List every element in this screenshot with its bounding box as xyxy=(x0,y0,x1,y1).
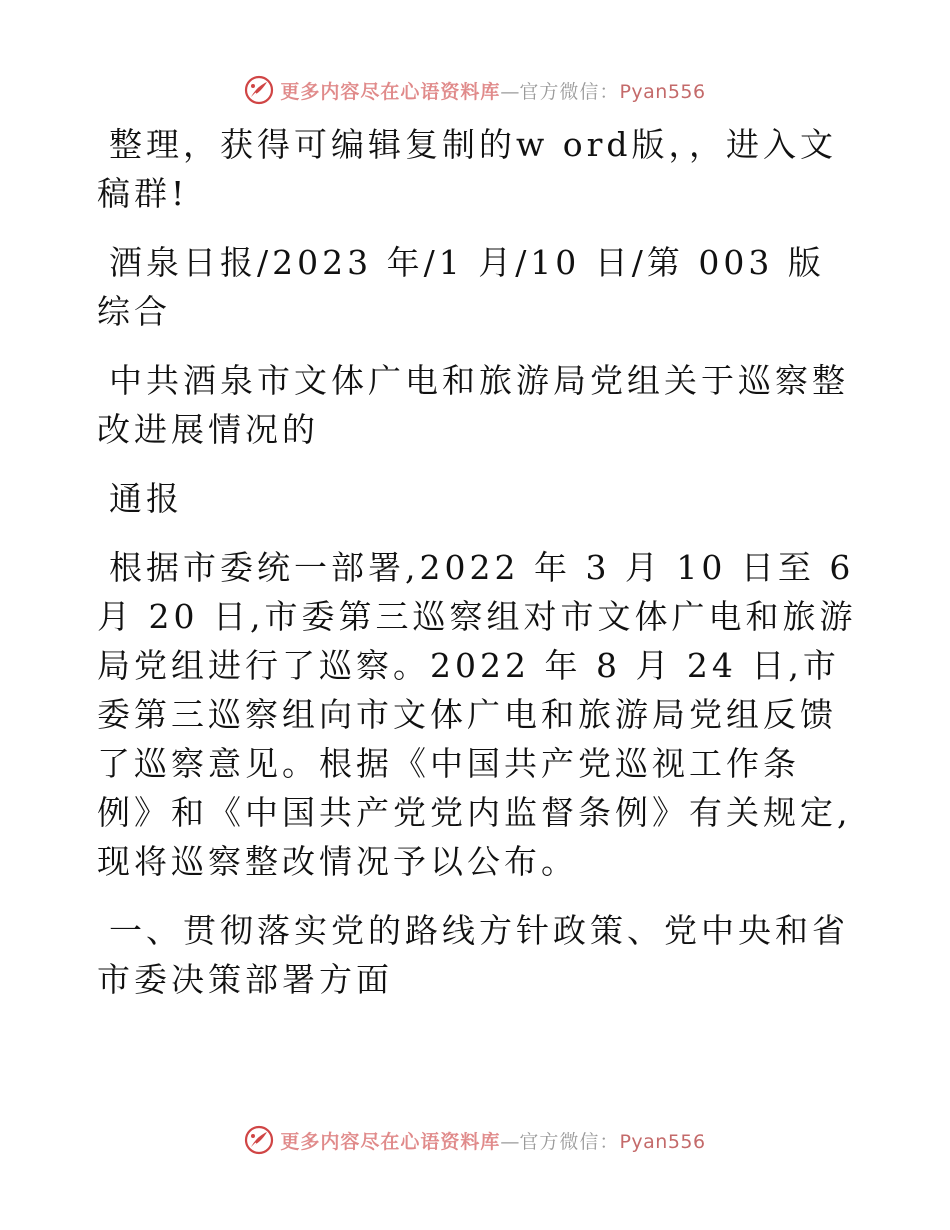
section-heading: 一、贯彻落实党的路线方针政策、党中央和省市委决策部署方面 xyxy=(97,911,849,999)
watermark-dash: — xyxy=(500,1130,520,1153)
body-paragraph: 根据市委统一部署,2022 年 3 月 10 日至 6 月 20 日,市委第三巡察组对市文体广电和旅游局党组进行了巡察。2022 年 8 月 24 日,市委第三巡察组向市文体广电和旅游局党组反馈了巡察意见。根据《中国共产党巡视工作条例》和《中国共产党党内监督条例》有关规定,现将巡察整改情况予以公布。 xyxy=(97,548,857,881)
watermark-site-text: 更多内容尽在心语资料库 xyxy=(280,1130,501,1153)
feather-pen-logo-icon xyxy=(244,1125,274,1155)
source-line: 酒泉日报/2023 年/1 月/10 日/第 003 版综合 xyxy=(97,243,825,331)
watermark-wechat-id: Pyan556 xyxy=(619,80,706,103)
document-body xyxy=(97,120,857,1004)
feather-pen-logo-icon xyxy=(244,75,274,105)
watermark-footer xyxy=(0,1120,950,1160)
watermark-site-text: 更多内容尽在心语资料库 xyxy=(280,80,501,103)
document-title: 中共酒泉市文体广电和旅游局党组关于巡察整改进展情况的 xyxy=(97,361,849,449)
watermark-dash: — xyxy=(500,80,520,103)
watermark-wechat-id: Pyan556 xyxy=(619,1130,706,1153)
intro-paragraph: 整理，获得可编辑复制的w ord版，，进入文稿群! xyxy=(97,125,838,213)
watermark-text xyxy=(280,1127,705,1154)
watermark-header xyxy=(0,70,950,110)
document-title-suffix: 通报 xyxy=(109,479,183,518)
watermark-wechat-label: 官方微信： xyxy=(519,1130,620,1153)
watermark-wechat-label: 官方微信： xyxy=(519,80,620,103)
watermark-text xyxy=(280,77,705,104)
